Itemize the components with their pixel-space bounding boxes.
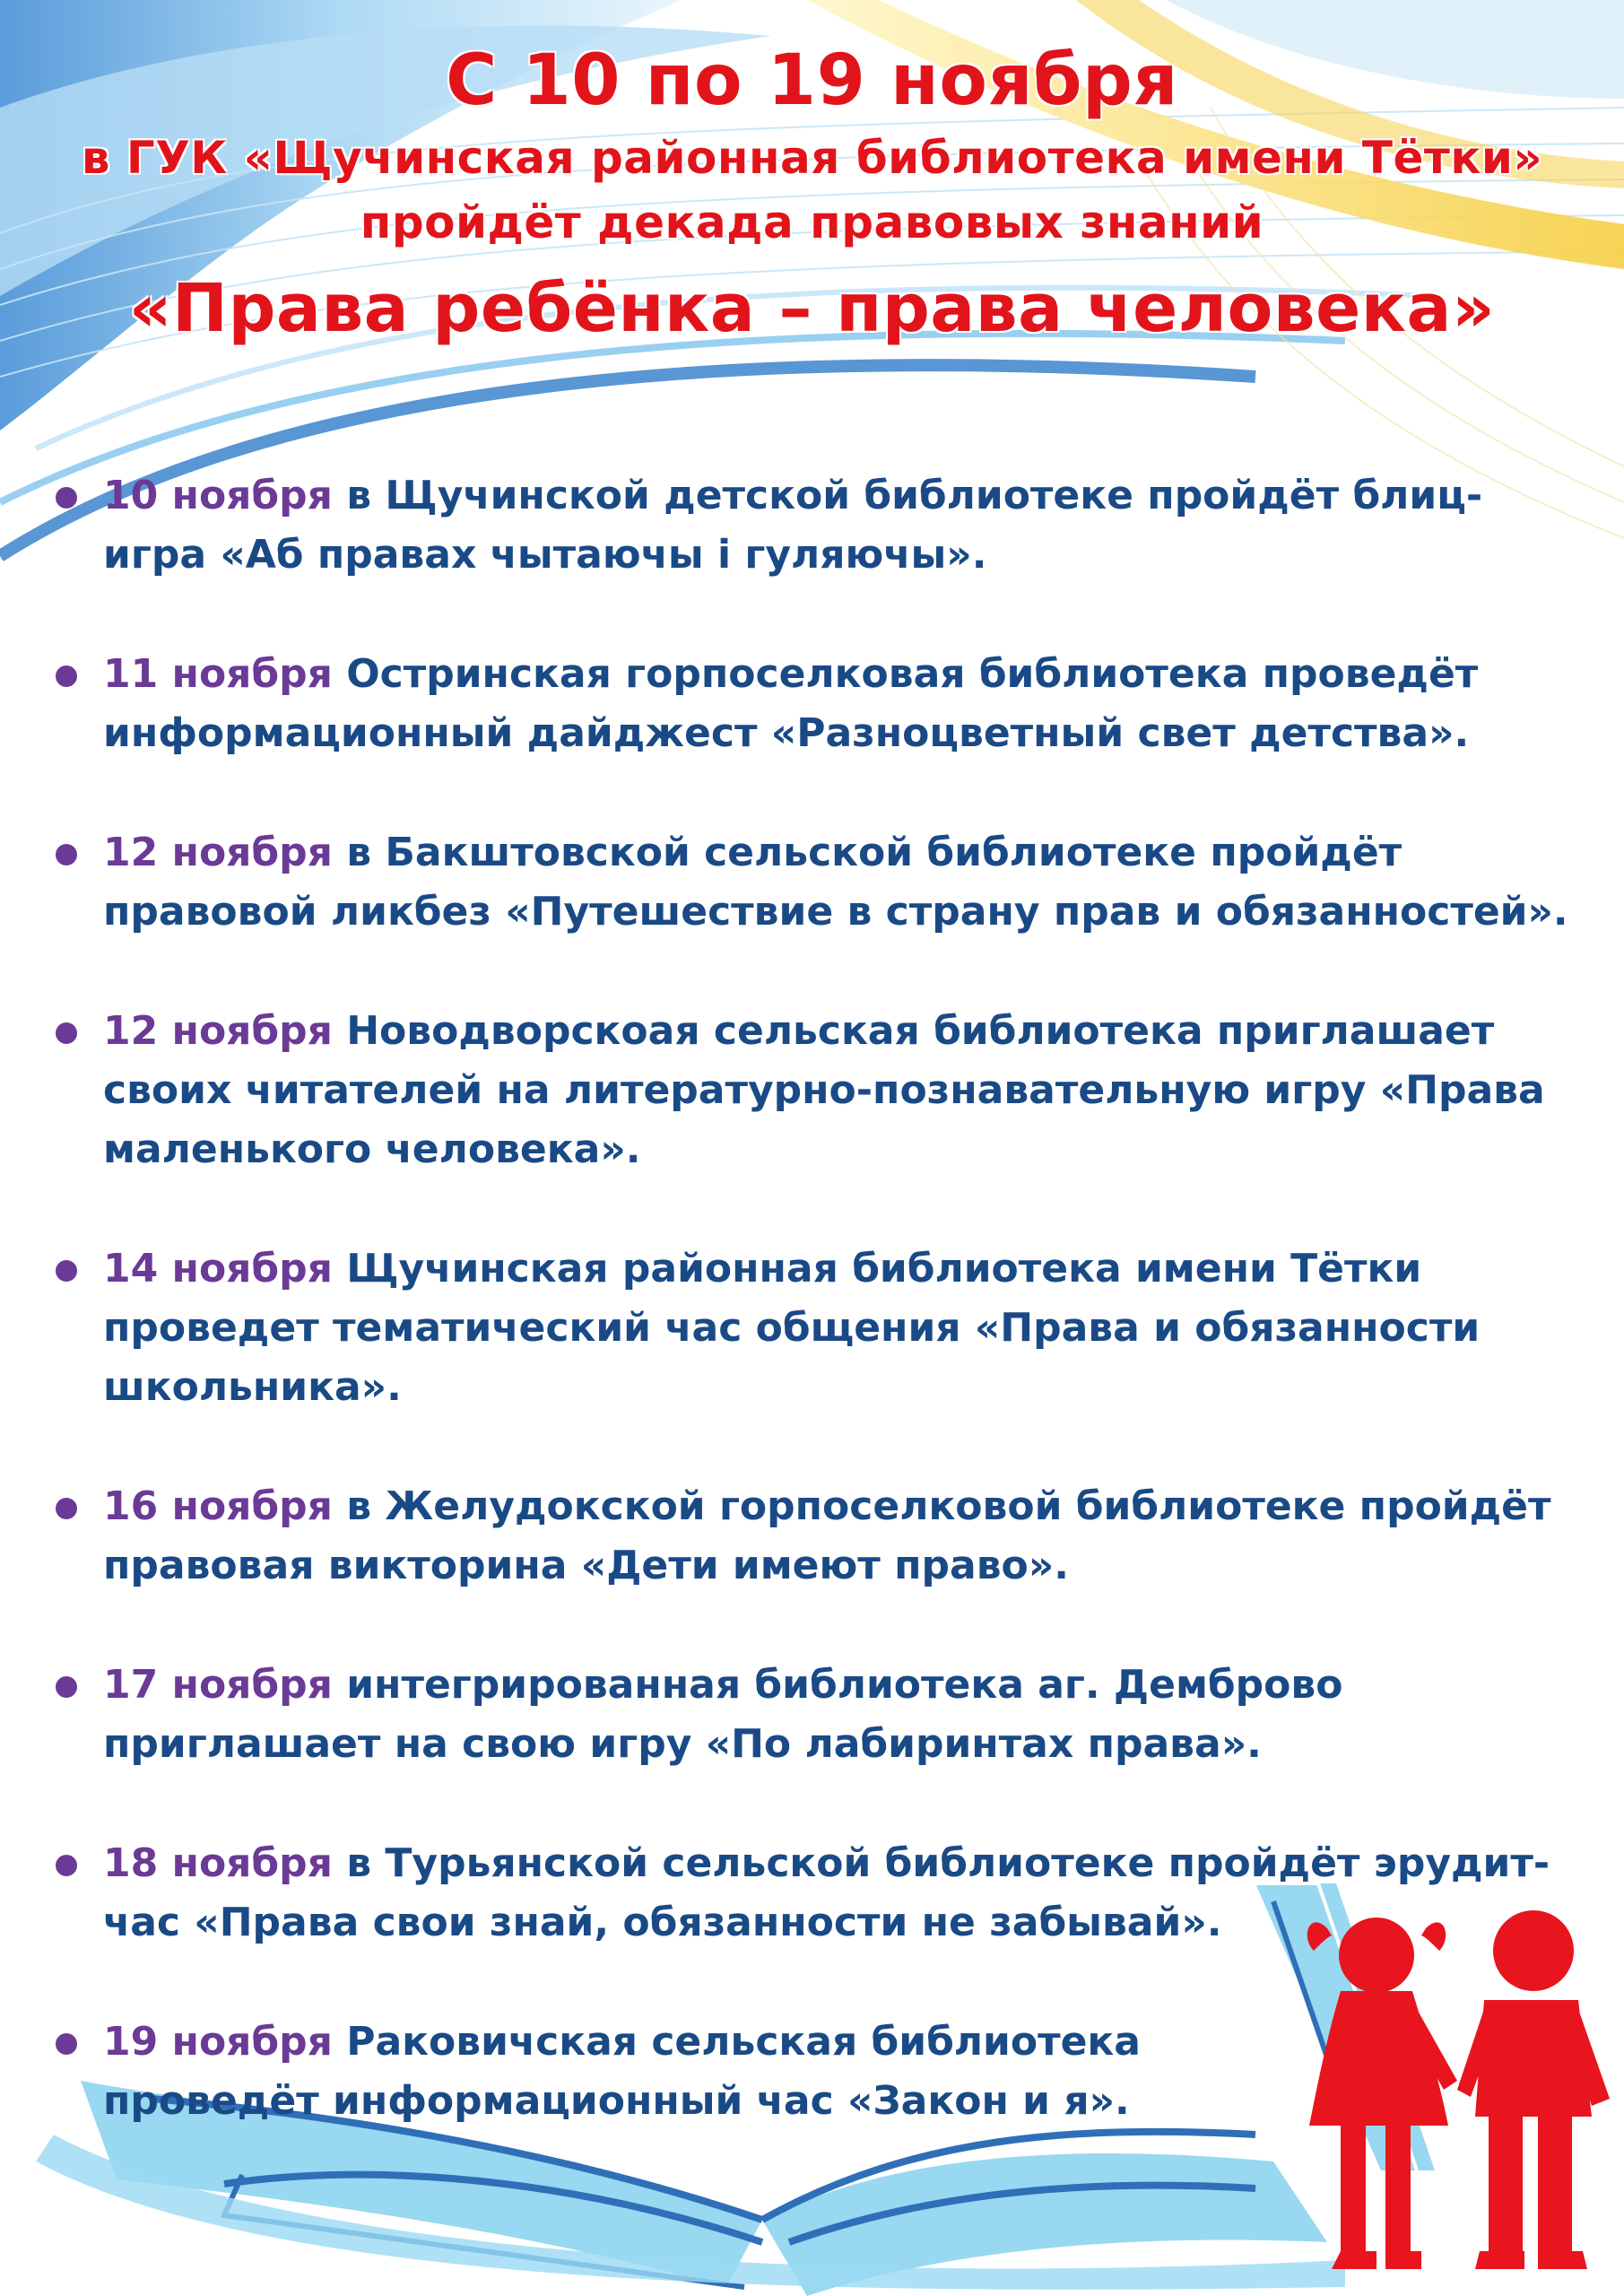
bullet-icon xyxy=(56,1676,77,1698)
event-date: 12 ноября xyxy=(103,1008,333,1054)
event-text: в Турьянской сельской библиотеке пройдёт эрудит-час «Права свои знай, обязанности не забывай». xyxy=(103,1840,1550,1945)
list-item xyxy=(54,1239,1578,1417)
organizer-line: в ГУК «Щучинская районная библиотека имени Тётки» xyxy=(81,132,1543,184)
event-description-line: пройдёт декада правовых знаний xyxy=(360,196,1264,248)
bullet-icon xyxy=(56,1855,77,1876)
event-date: 11 ноября xyxy=(103,651,333,697)
event-text: в Бакштовской сельской библиотеке пройдёт правовой ликбез «Путешествие в страну прав и обязанностей». xyxy=(103,830,1568,935)
bullet-icon xyxy=(56,487,77,509)
event-date: 10 ноября xyxy=(103,473,333,518)
bullet-icon xyxy=(56,844,77,865)
bullet-icon xyxy=(56,1260,77,1282)
date-range-title: С 10 по 19 ноября xyxy=(446,40,1178,121)
bullet-icon xyxy=(56,1022,77,1044)
list-item xyxy=(54,466,1578,585)
list-item xyxy=(54,823,1578,942)
list-item xyxy=(54,1002,1578,1179)
list-item xyxy=(54,645,1578,763)
event-date: 17 ноября xyxy=(103,1662,333,1708)
list-item xyxy=(54,2013,1341,2131)
bullet-icon xyxy=(56,2033,77,2055)
event-date: 12 ноября xyxy=(103,830,333,875)
event-date: 14 ноября xyxy=(103,1246,333,1292)
poster-header xyxy=(0,36,1624,357)
event-text: в Желудокской горпоселковой библиотеке пройдёт правовая викторина «Дети имеют право». xyxy=(103,1483,1551,1588)
bullet-icon xyxy=(56,1498,77,1519)
event-date: 16 ноября xyxy=(103,1483,333,1529)
event-text: Раковичская сельская библиотека проведёт информационный час «Закон и я». xyxy=(103,2019,1141,2124)
event-text: Новодворскоая сельская библиотека приглашает своих читателей на литературно-познавательную игру «Права маленького человека». xyxy=(103,1008,1545,1172)
event-text: Остринская горпоселковая библиотека проведёт информационный дайджест «Разноцветный свет детства». xyxy=(103,651,1479,756)
children-silhouette-icon xyxy=(1291,1901,1624,2296)
events-list xyxy=(54,466,1578,2131)
event-text: интегрированная библиотека аг. Демброво приглашает на свою игру «По лабиринтах права». xyxy=(103,1662,1343,1767)
event-text: Щучинская районная библиотека имени Тётки проведет тематический час общения «Права и обязанности школьника». xyxy=(103,1246,1481,1410)
event-text: в Щучинской детской библиотеке пройдёт блиц-игра «Аб правах чытаючы і гуляючы». xyxy=(103,473,1483,578)
event-date: 18 ноября xyxy=(103,1840,333,1886)
campaign-title: «Права ребёнка – права человека» xyxy=(128,270,1496,347)
list-item xyxy=(54,1477,1578,1596)
list-item xyxy=(54,1656,1578,1774)
event-date: 19 ноября xyxy=(103,2019,333,2065)
bullet-icon xyxy=(56,665,77,687)
